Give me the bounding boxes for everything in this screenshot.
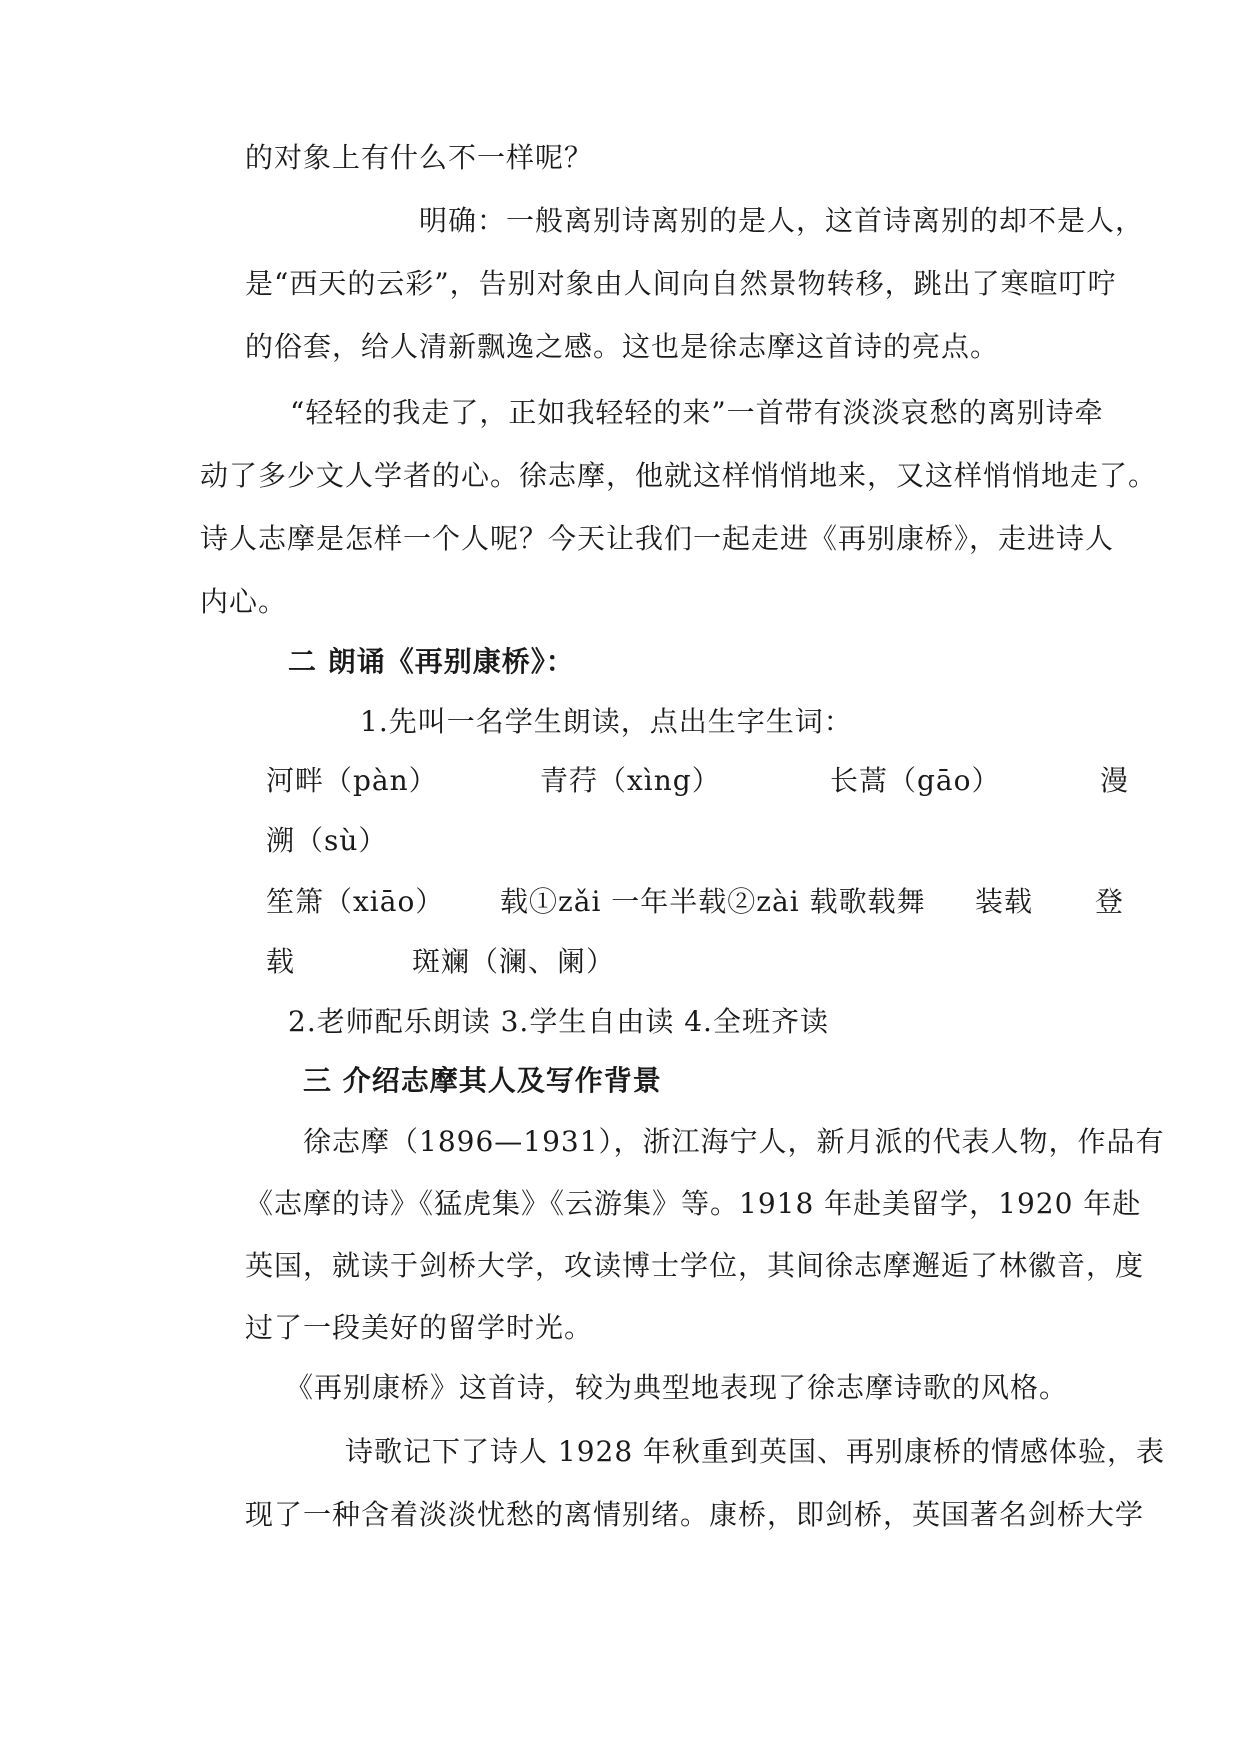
text-line: 《再别康桥》这首诗，较为典型地表现了徐志摩诗歌的风格。	[285, 1371, 1069, 1404]
text-line: 《志摩的诗》《猛虎集》《云游集》等。1918 年赴美留学，1920 年赴	[245, 1187, 1142, 1220]
text-line: 1.先叫一名学生朗读，点出生字生词：	[360, 705, 853, 738]
text-line: 徐志摩（1896—1931），浙江海宁人，新月派的代表人物，作品有	[303, 1125, 1165, 1158]
text-line: 是“西天的云彩”，告别对象由人间向自然景物转移，跳出了寒暄叮咛	[245, 267, 1117, 300]
text-line: 明确：一般离别诗离别的是人，这首诗离别的却不是人，	[419, 204, 1145, 237]
text-line: 诗歌记下了诗人 1928 年秋重到英国、再别康桥的情感体验，表	[345, 1435, 1166, 1468]
text-line: 现了一种含着淡淡忧愁的离情别绪。康桥，即剑桥，英国著名剑桥大学	[245, 1498, 1145, 1531]
text-line: 2.老师配乐朗读 3.学生自由读 4.全班齐读	[288, 1005, 829, 1038]
text-line: 英国，就读于剑桥大学，攻读博士学位，其间徐志摩邂逅了林徽音，度	[245, 1249, 1145, 1282]
vocab-item: 载	[266, 945, 296, 978]
vocab-item: 登	[1095, 885, 1125, 918]
vocab-item: 青荇（xìng）	[540, 764, 721, 797]
vocab-item: 长蒿（gāo）	[830, 764, 1001, 797]
text-line: “轻轻的我走了，正如我轻轻的来”一首带有淡淡哀愁的离别诗牵	[290, 396, 1104, 429]
text-line: 的对象上有什么不一样呢？	[245, 141, 594, 174]
vocab-item: 载①zǎi 一年半载②zài 载歌载舞	[500, 885, 926, 918]
vocab-item: 笙箫（xiāo）	[266, 885, 445, 918]
text-line: 诗人志摩是怎样一个人呢？今天让我们一起走进《再别康桥》，走进诗人	[200, 522, 1115, 555]
text-line: 动了多少文人学者的心。徐志摩，他就这样悄悄地来，又这样悄悄地走了。	[200, 459, 1158, 492]
section-heading: 三 介绍志摩其人及写作背景	[303, 1064, 662, 1097]
section-heading: 二 朗诵《再别康桥》：	[288, 645, 575, 678]
vocab-item: 河畔（pàn）	[266, 764, 438, 797]
text-line: 内心。	[200, 585, 288, 618]
vocab-item: 漫	[1100, 764, 1130, 797]
vocab-item: 装载	[975, 885, 1034, 918]
vocab-item: 溯（sù）	[266, 824, 388, 857]
vocab-item: 斑斓（澜、阑）	[412, 945, 616, 978]
text-line: 的俗套，给人清新飘逸之感。这也是徐志摩这首诗的亮点。	[245, 330, 1000, 363]
text-line: 过了一段美好的留学时光。	[245, 1311, 594, 1344]
